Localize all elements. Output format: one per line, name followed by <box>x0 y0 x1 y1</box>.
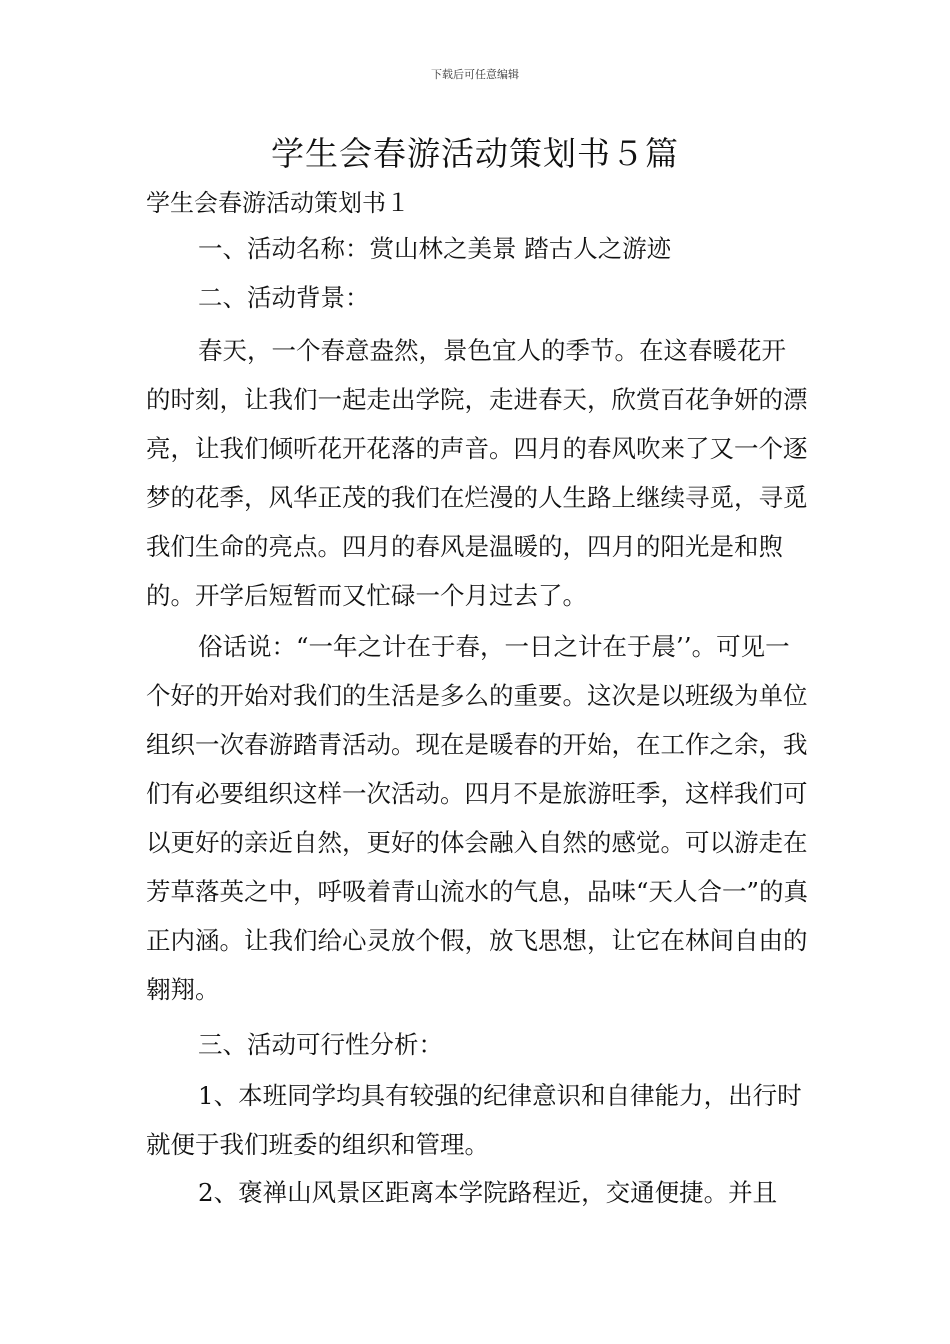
paragraph-background-spring: 春天，一个春意盎然，景色宜人的季节。在这春暖花开的时刻，让我们一起走出学院，走进春天，欣赏百花争妍的漂亮，让我们倾听花开花落的声音。四月的春风吹来了又一个逐梦的花季，风华正茂的我们在烂漫的人生路上继续寻觅，寻觅我们生命的亮点。四月的春风是温暖的，四月的阳光是和煦的。开学后短暂而又忙碌一个月过去了。 <box>146 336 808 610</box>
paragraph-feasibility-2: 2、褒禅山风景区距离本学院路程近，交通便捷。并且 <box>198 1178 778 1207</box>
paragraph-background-saying: 俗话说：“一年之计在于春，一日之计在于晨’’。可见一个好的开始对我们的生活是多么的重要。这次是以班级为单位组织一次春游踏青活动。现在是暖春的开始，在工作之余，我们有必要组织这样一次活动。四月不是旅游旺季，这样我们可以更好的亲近自然，更好的体会融入自然的感觉。可以游走在芳草落英之中，呼吸着青山流水的气息，品味“天人合一”的真正内涵。让我们给心灵放个假，放飞思想，让它在林间自由的翱翔。 <box>146 632 809 1004</box>
paragraph-background-heading: 二、活动背景： <box>198 283 370 312</box>
paragraph-feasibility-heading: 三、活动可行性分析： <box>198 1030 443 1059</box>
paragraph-feasibility-1: 1、本班同学均具有较强的纪律意识和自律能力，出行时就便于我们班委的组织和管理。 <box>146 1081 802 1159</box>
document-title: 学生会春游活动策划书５篇 <box>271 134 679 173</box>
section-subtitle: 学生会春游活动策划书１ <box>146 189 410 217</box>
paragraph-activity-name: 一、活动名称：赏山林之美景 踏古人之游迹 <box>198 234 672 263</box>
header-note: 下载后可任意编辑 <box>431 68 519 81</box>
